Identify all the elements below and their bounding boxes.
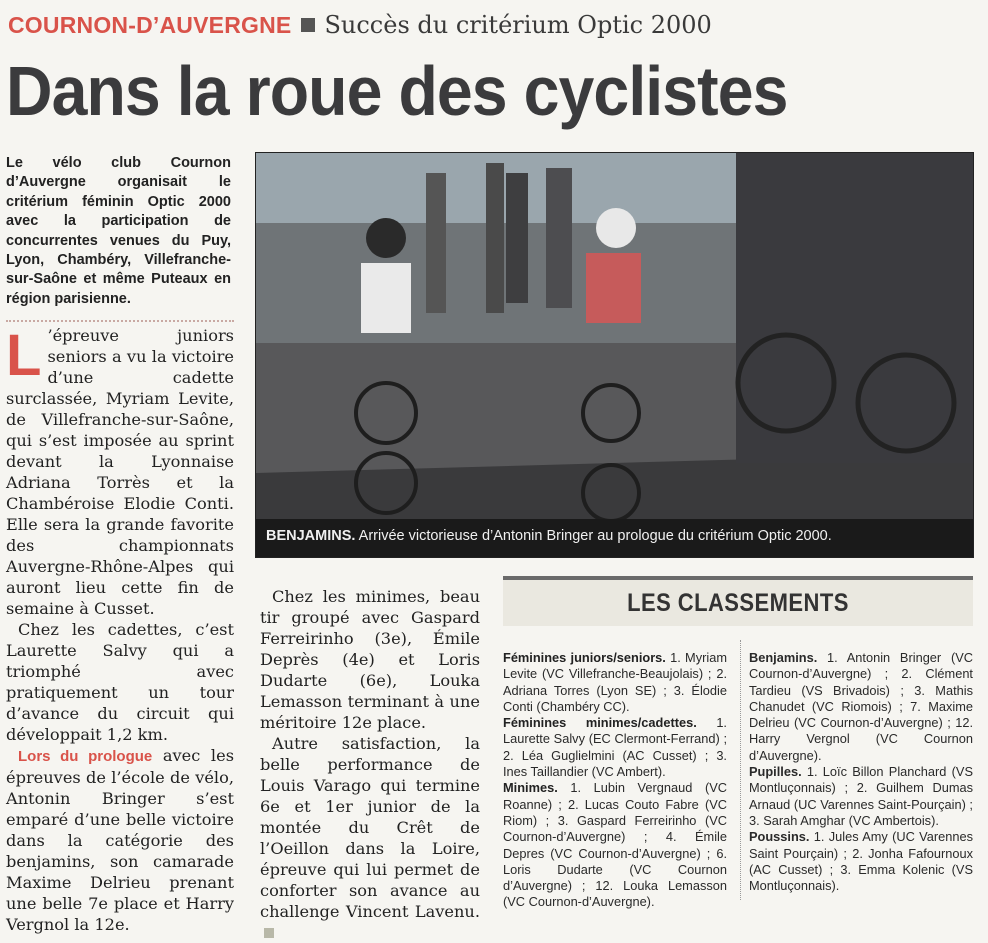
result-feminines-juniors <box>503 650 727 715</box>
result-label: Poussins. <box>749 829 810 845</box>
paragraph-3-text: avec les épreuves de l’école de vélo, Antonin Bringer s’est emparé d’une belle victoire dans la catégorie des benjamins, son camarade Maxime Delrieu prenant une belle 7e place et Harry Vergnol la 12e. <box>6 746 234 934</box>
article-kicker <box>8 8 712 42</box>
intro-paragraph: Le vélo club Cournon d’Auvergne organisait le critérium féminin Optic 2000 avec la participation de concurrentes venues du Puy, Lyon, Chambéry, Villefranche-sur-Saône et même Puteaux en région parisienne. <box>6 155 231 307</box>
paragraph-2: Chez les cadettes, c’est Laurette Salvy qui a triomphé avec pratiquement un tour d’avance du circuit qui développait 1,2 km. <box>6 620 234 744</box>
result-text: 1. Jules Amy (UC Varennes Saint Pourçain) ; 2. Jonha Fafournoux (AC Cusset) ; 3. Emma Kolenic (VS Montluçonnais). <box>749 829 973 894</box>
results-column-1 <box>503 650 727 911</box>
article-column-1 <box>6 325 234 935</box>
result-text: 1. Antonin Bringer (VC Cournon-d’Auvergne) ; 2. Clément Tardieu (VS Brivadois) ; 3. Mathis Chanudet (VC Riomois) ; 7. Maxime Delrieu (VC Cournon-d’Auvergne) ; 12. Harry Vergnol (VC Cournon d’Auvergne). <box>749 650 973 763</box>
paragraph-3 <box>6 745 234 935</box>
square-bullet-icon <box>301 18 315 32</box>
result-label: Pupilles. <box>749 764 802 780</box>
result-label: Féminines juniors/seniors. <box>503 650 666 665</box>
article-column-2 <box>260 586 480 943</box>
result-label: Féminines minimes/cadettes. <box>503 715 697 731</box>
caption-text: Arrivée victorieuse d’Antonin Bringer au prologue du critérium Optic 2000. <box>355 528 832 544</box>
race-photo <box>255 152 974 558</box>
classements-title: LES CLASSEMENTS <box>627 588 849 617</box>
result-label: Minimes. <box>503 780 558 796</box>
drop-cap: L <box>6 323 42 388</box>
result-pupilles <box>749 764 973 829</box>
result-label: Benjamins. <box>749 650 818 665</box>
section-divider <box>6 320 234 322</box>
result-feminines-minimes <box>503 715 727 780</box>
paragraph-5 <box>260 733 480 943</box>
result-text: 1. Myriam Levite (VC Villefranche-Beaujolais) ; 2. Adriana Torres (Lyon SE) ; 3. Élodie Conti (Chambéry CC). <box>503 650 727 714</box>
results-column-2 <box>749 650 973 894</box>
result-benjamins <box>749 650 973 764</box>
classements-header <box>503 580 973 626</box>
end-mark-icon <box>264 928 274 938</box>
photo-illustration <box>256 153 973 557</box>
location-label: COURNON-D’AUVERGNE <box>8 11 292 38</box>
caption-label: BENJAMINS. <box>266 528 356 544</box>
paragraph-1-text: ’épreuve juniors seniors a vu la victoire d’une cadette surclassée, Myriam Levite, de Villefranche-sur-Saône, qui s’est imposée au sprint devant la Lyonnaise Adriana Torrès et la Chambéroise Elodie Conti. Elle sera la grande favorite des championnats Auvergne-Rhône-Alpes qui auront lieu cette fin de semaine à Cusset. <box>6 326 234 618</box>
photo-caption <box>256 519 973 557</box>
headline: Dans la roue des cyclistes <box>6 52 788 130</box>
result-minimes <box>503 780 727 910</box>
result-text: 1. Lubin Vergnaud (VC Roanne) ; 2. Lucas Couto Fabre (VC Riom) ; 3. Gaspard Ferreirinho (VC Cournon-d’Auvergne) ; 4. Émile Depres (VC Cournon-d’Auvergne) ; 6. Loris Dudarte (VC Cournon d’Auvergne) ; 12. Louka Lemasson (VC Cournon-d’Auvergne). <box>503 780 727 910</box>
column-divider <box>740 640 741 900</box>
paragraph-1 <box>6 325 234 619</box>
paragraph-4: Chez les minimes, beau tir groupé avec Gaspard Ferreirinho (3e), Émile Deprès (4e) et Loris Dudarte (6e), Louka Lemasson terminant à une méritoire 12e place. <box>260 587 480 732</box>
result-text: 1. Loïc Billon Planchard (VS Montluçonnais) ; 2. Guilhem Dumas Arnaud (UC Varennes Saint-Pourçain) ; 3. Sarah Amghar (VC Ambertois). <box>749 764 973 828</box>
result-poussins <box>749 829 973 894</box>
paragraph-5-text: Autre satisfaction, la belle performance de Louis Varago qui termine 6e et 1er junior de la montée du Crêt de l’Oeillon dans la Loire, épreuve qui lui permet de conforter son avance au challenge Vincent Lavenu. <box>260 734 480 921</box>
kicker-subtitle: Succès du critérium Optic 2000 <box>324 11 712 39</box>
result-text: 1. Laurette Salvy (EC Clermont-Ferrand) ; 2. Léa Guglielmini (AC Cusset) ; 3. Ines Taillandier (VC Ambert). <box>503 715 727 780</box>
paragraph-lead: Lors du prologue <box>18 748 153 765</box>
